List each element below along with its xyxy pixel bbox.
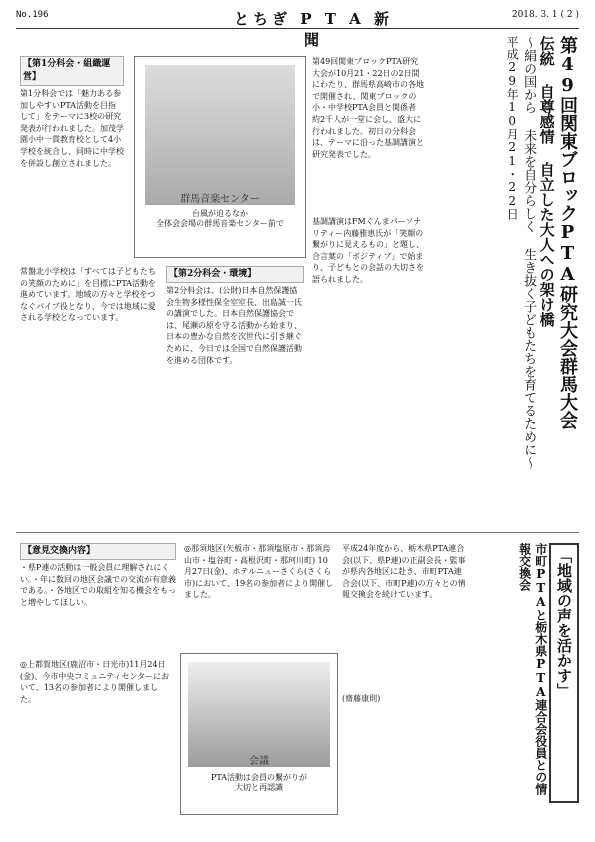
article1-date: 平成29年10月21・22日 [505,36,520,220]
reporter-credit: (齋藤康則) [342,694,381,703]
article2-column-1 [342,543,466,683]
meeting-caption-line2: 大切と再認識 [235,783,283,792]
article1-column-5 [312,216,424,396]
article1-col3-text: 常盤北小学校は「すべては子どもたちの笑顔のために」を目標にPTA活動を進めています。地域の方々と学校をつなぐパイプ役となり、今では地域に愛される学校となっています。 [20,267,157,323]
group-photo-image: 群馬音楽センター [145,65,295,205]
article2-column-3 [20,543,176,647]
article2-subtitle: 市町PTAと栃木県PTA連合会役員との情報交換会 [517,543,548,795]
article1-column-2 [20,56,124,256]
article1-subtitle: 〜絹の国から 未来を自分らしく 生き抜く子どもたちを育てるために〜 [521,36,537,469]
meeting-caption-line1: PTA活動は会員の繋がりが [210,773,308,782]
subsection-title-3: 【意見交換内容】 [20,543,176,560]
header-rule [16,28,579,29]
meeting-photo [180,653,338,815]
conference-photo [134,56,306,258]
article2-column-4 [20,659,174,809]
article1-col2-text: 第1分科会では「魅力ある参加しやすいPTA活動を目指して」をテーマに3校の研究発表が行われました。加茂学園小中一貫教育校として4小学校を統合し、同時に中学校を併設し創立されました。 [20,89,124,168]
article2-column-5 [342,693,466,803]
article2-column-2 [184,543,334,647]
article2-col2-text: ◎那須地区(矢板市・那須塩原市・那須烏山市・塩谷町・高根沢町・那珂川町) 10月27日(金)、ホテルニューさくら(さくら市)において、19名の参加者により開催しました。 [184,544,334,600]
photo-caption-line1: 台風が迫るなか [192,209,248,218]
article2-col1-text: 平成24年度から、栃木県PTA連合会(以下、県P連)の正副会長・監事が県内各地区に赴き、市町PTA連合会(以下、市町P連)の方々との情報交換会を続けています。 [342,544,466,600]
article-info-exchange [16,532,579,815]
subsection-title-2: 【第2分科会・環境】 [166,266,304,283]
article1-column-1 [312,56,424,206]
article2-col3-text: ・県P連の活動は一般会員に理解されにくい。・年に数回の地区会議での交流が有意義である。・各地区での取組を知る機会をもっと増やしてほしい。 [20,563,176,607]
newspaper-header [16,8,579,49]
article-pta-conference [16,36,579,524]
meeting-photo-caption [181,773,337,793]
article1-col4-text: 第2分科会は、(公財)日本自然保護協会生物多様性保全室室長、出島誠一氏の講演でした。日本自然保護協会では、尾瀬の原を守る活動から始まり、日本の豊かな自然を次世代に引き継ぐために、今日では全国で自然保護活動を進める団体です。 [166,286,302,365]
article1-column-4 [166,266,304,506]
photo-caption-line2: 全体会会場の群馬音楽センター前で [156,219,284,228]
article2-title-block [469,543,579,803]
article1-column-3 [20,266,158,506]
article1-title-block [459,36,579,506]
subsection-title-1: 【第1分科会・組織運営】 [20,56,124,86]
article2-col4-text: ◎上都賀地区(鹿沼市・日光市)11月24日(金)、今市中央コミュニティセンターにおいて、13名の参加者により開催しました。 [20,660,170,704]
article1-title: 第49回関東ブロックPTA研究大会群馬大会 [557,36,578,429]
article1-theme: 伝統 自尊感情 自立した大人への架け橋 [537,36,556,327]
photo-caption [135,209,305,229]
article2-title: 「地域の声を活かす」 [549,543,579,803]
issue-date: 2018. 3. 1 ( 2 ) [511,10,579,20]
article1-col5-text: 基調講演はFMぐんまパーソナリティー内藤雅恵氏が「笑顔の繋がりに見えるもの」と題し、合言葉の「ポジティブ」で始まり、子どもとの会話の大切さを語られました。 [312,217,424,284]
issue-number: No.196 [16,10,49,20]
article1-col1-text: 第49回関東ブロックPTA研究大会が10月21・22日の2日間にわたり、群馬県高崎市の各地で開催され、関東ブロックの小・中学校PTA会員と関係者約2千人が一堂に会し、盛大に行われました。初日の分科会は、テーマに沿った基調講演と研究発表でした。 [312,57,424,159]
meeting-photo-image: 会議 [188,662,330,767]
newspaper-title: とちぎ P T A 新聞 [234,10,393,49]
